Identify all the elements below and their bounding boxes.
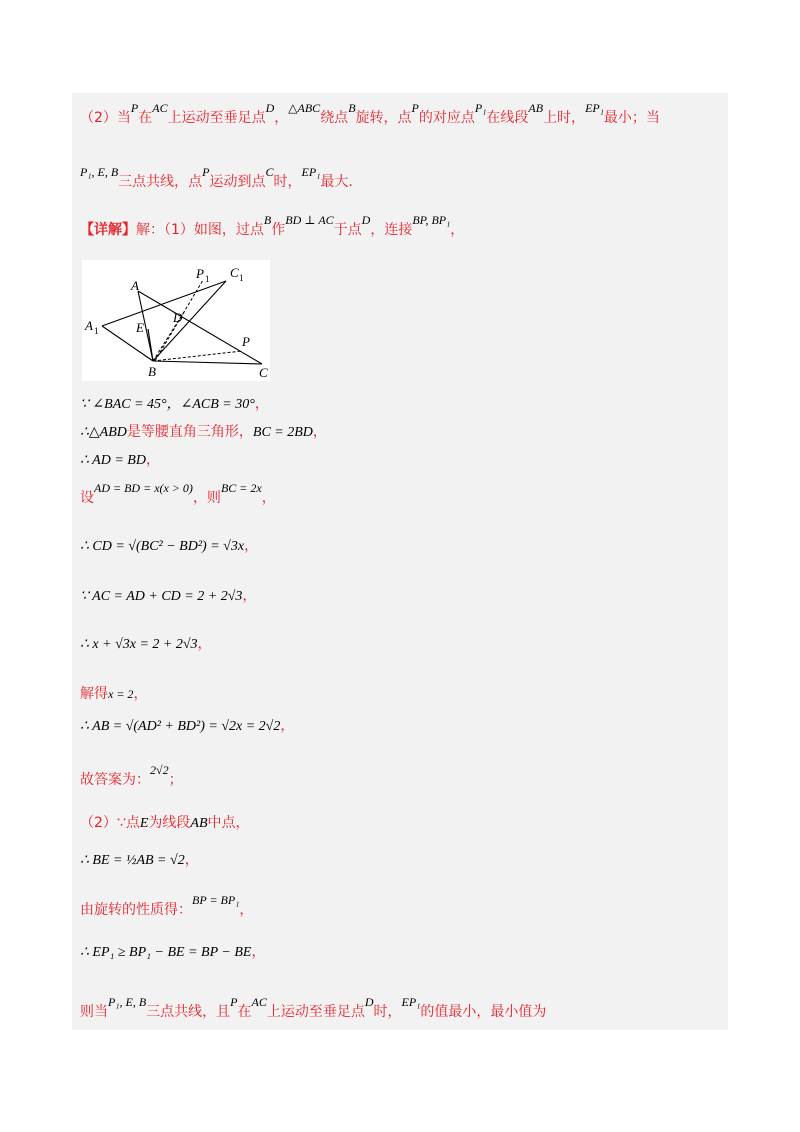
step-answer: 故答案为：2√2； [80, 763, 183, 788]
label-D: D [173, 310, 183, 325]
rotation-diagram [82, 260, 270, 381]
label-P1-sub: 1 [205, 274, 210, 284]
step-rotation-property: 由旋转的性质得：BP = BP₁， [80, 893, 254, 918]
step-part2-midpoint: （2）∵点E为线段AB中点， [80, 815, 250, 831]
label-A1: A [85, 318, 93, 333]
step-angles: ∵ ∠BAC = 45°，∠ACB = 30°， [80, 396, 269, 412]
step-conclusion: 则当P₁, E, B三点共线，且P在AC上运动至垂足点D时，EP₁的值最小，最小值为 [80, 995, 547, 1020]
label-P1: P [196, 266, 204, 281]
segment-A1B [102, 326, 153, 361]
label-A: A [131, 278, 139, 293]
label-B: B [148, 364, 156, 379]
part2-line2: P₁, E, B三点共线，点P运动到点C时，EP₁最大. [80, 165, 353, 190]
label-P: P [242, 334, 250, 349]
step-ac: ∵ AC = AD + CD = 2 + 2√3， [80, 588, 257, 604]
segment-BC [153, 361, 262, 364]
label-A1-sub: 1 [94, 326, 99, 336]
step-isosceles: ∴△ABD是等腰直角三角形，BC = 2BD， [80, 424, 327, 440]
step-solve: 解得x = 2， [80, 686, 148, 702]
segment-BC1 [153, 281, 226, 361]
segment-A1C1 [102, 281, 226, 326]
step-cd: ∴ CD = √(BC² − BD²) = √3x， [80, 538, 259, 554]
detail-line: 【详解】解：（1）如图，过点B作BD ⊥ AC于点D，连接BP, BP₁， [80, 213, 465, 238]
step-equation: ∴ x + √3x = 2 + 2√3， [80, 636, 212, 652]
label-E: E [136, 320, 144, 335]
segment-AC [138, 291, 262, 364]
label-C: C [259, 365, 268, 380]
step-be: ∴ BE = ½AB = √2， [80, 852, 199, 868]
part2-line1: （2）当P在AC上运动至垂足点D，△ABC绕点B旋转，点P的对应点P₁在线段AB上时，EP₁最小；当 [80, 101, 660, 126]
step-inequality: ∴ EP₁ ≥ BP₁ − BE = BP − BE， [80, 944, 266, 960]
label-C1: C [230, 265, 239, 280]
label-C1-sub: 1 [239, 273, 244, 283]
segment-BE [148, 329, 153, 361]
step-ad-bd: ∴ AD = BD， [80, 452, 160, 468]
step-let-x: 设AD = BD = x(x > 0)，则BC = 2x， [80, 481, 276, 506]
segment-BP [153, 351, 242, 361]
step-ab: ∴ AB = √(AD² + BD²) = √2x = 2√2， [80, 718, 295, 734]
answer-panel [72, 93, 728, 1030]
geometry-figure [82, 260, 270, 381]
